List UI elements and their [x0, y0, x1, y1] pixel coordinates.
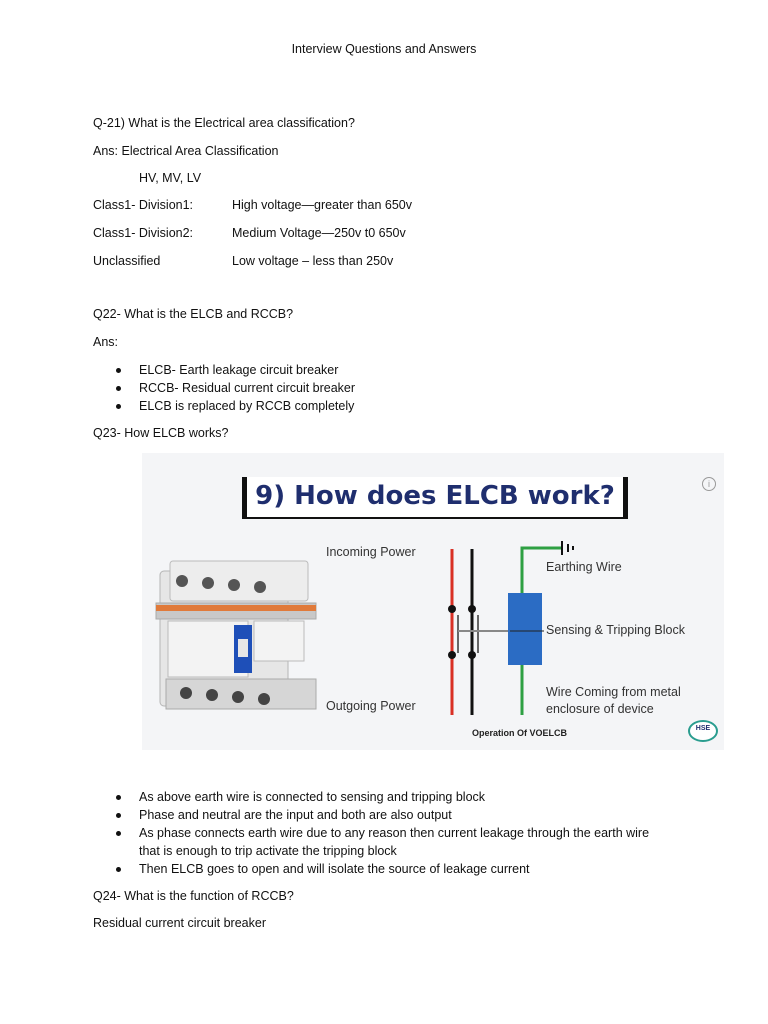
question-22: Q22- What is the ELCB and RCCB?	[93, 307, 294, 321]
list-item-text: Phase and neutral are the input and both are also output	[139, 808, 452, 822]
elcb-diagram-figure	[142, 453, 724, 750]
earth-wire-top	[522, 548, 562, 549]
label-wire-line-2: enclosure of device	[546, 702, 654, 716]
class-row-1-desc: High voltage—greater than 650v	[232, 198, 412, 212]
question-24: Q24- What is the function of RCCB?	[93, 889, 294, 903]
elcb-device-icon	[156, 561, 316, 709]
list-item-text: As above earth wire is connected to sensing and tripping block	[139, 790, 486, 804]
list-item-text: As phase connects earth wire due to any reason then current leakage through the earth wire	[139, 826, 650, 840]
sensing-block	[508, 593, 542, 665]
question-21: Q-21) What is the Electrical area classification?	[93, 116, 355, 130]
figure-title: 9) How does ELCB work?	[255, 481, 615, 511]
list-item	[113, 860, 649, 878]
page-header: Interview Questions and Answers	[291, 42, 477, 56]
list-item-text-cont: that is enough to trip activate the tripping block	[139, 844, 397, 858]
class-row-2-label: Class1- Division2:	[93, 226, 194, 240]
answer-21-label: Ans: Electrical Area Classification	[93, 144, 279, 158]
answer-24: Residual current circuit breaker	[93, 916, 266, 930]
list-item: RCCB- Residual current circuit breaker	[113, 379, 355, 397]
label-outgoing-power: Outgoing Power	[326, 699, 416, 713]
contact-dot	[448, 651, 456, 659]
class-row-2-desc: Medium Voltage—250v t0 650v	[232, 226, 406, 240]
contact-dot	[468, 651, 476, 659]
class-row-3-label: Unclassified	[93, 254, 161, 268]
list-item	[113, 806, 649, 824]
hse-logo: HSE	[688, 720, 718, 742]
list-item-text: Then ELCB goes to open and will isolate the source of leakage current	[139, 862, 530, 876]
list-item	[113, 824, 649, 860]
q22-bullet-list	[113, 361, 355, 415]
label-incoming-power: Incoming Power	[326, 545, 416, 559]
list-item: ELCB- Earth leakage circuit breaker	[113, 361, 355, 379]
label-earthing-wire: Earthing Wire	[546, 560, 622, 574]
contact-dot	[448, 605, 456, 613]
contact-dot	[468, 605, 476, 613]
q23-bullet-list	[113, 788, 649, 878]
class-row-1-label: Class1- Division1:	[93, 198, 194, 212]
label-sensing-block: Sensing & Tripping Block	[546, 623, 685, 637]
voltage-levels: HV, MV, LV	[139, 171, 202, 185]
info-icon: i	[702, 477, 716, 491]
figure-caption: Operation Of VOELCB	[472, 728, 568, 738]
list-item: ELCB is replaced by RCCB completely	[113, 397, 355, 415]
question-23: Q23- How ELCB works?	[93, 426, 229, 440]
label-wire-line-1: Wire Coming from metal	[546, 685, 681, 699]
class-row-3-desc: Low voltage – less than 250v	[232, 254, 394, 268]
answer-22-label: Ans:	[93, 335, 119, 349]
list-item	[113, 788, 649, 806]
